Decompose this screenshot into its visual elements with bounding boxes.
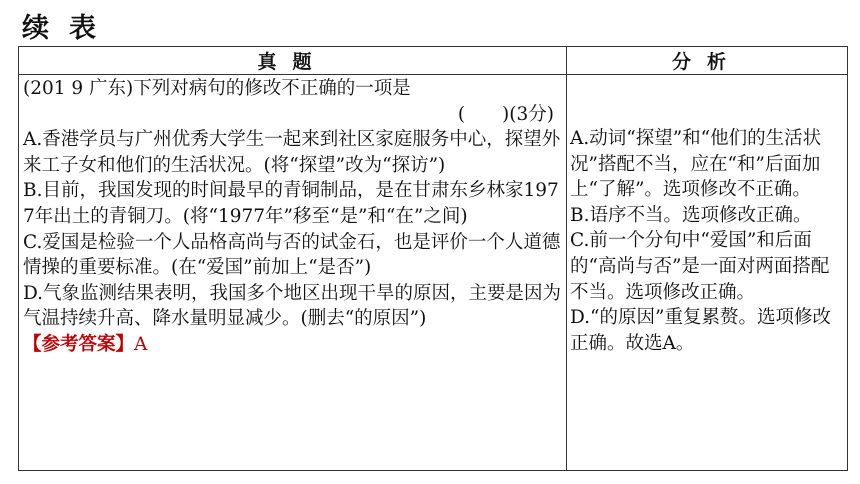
question-cell — [19, 75, 567, 471]
option-d: D.气象监测结果表明，我国多个地区出现干旱的原因，主要是因为气温持续升高、降水量明显减少。(删去“的原因”) — [23, 282, 562, 330]
question-marks: ( )(3分) — [457, 103, 554, 125]
analysis-b: B.语序不当。选项修改正确。 — [570, 204, 812, 226]
option-a: A.香港学员与广州优秀大学生一起来到社区家庭服务中心，探望外来工子女和他们的生活状况。(将“探望”改为“探访”) — [23, 129, 561, 176]
analysis-d: D.“的原因”重复累赘。选项修改正确。故选A。 — [570, 307, 831, 354]
page-title: 续表 — [22, 13, 116, 44]
analysis-c: C.前一个分句中“爱国”和后面的“高尚与否”是一面对两面搭配不当。选项修改正确。 — [570, 230, 830, 303]
table-header-row — [19, 47, 848, 75]
answer-value: A — [134, 333, 148, 355]
option-b: B.目前，我国发现的时间最早的青铜制品，是在甘肃东乡林家1977年出土的青铜刀。(将“1977年”移至“是”和“在”之间) — [23, 180, 559, 227]
table-row — [19, 75, 848, 471]
analysis-a: A.动词“探望”和“他们的生活状况”搭配不当，应在“和”后面加上“了解”。选项修改不正确。 — [570, 128, 822, 201]
answer-label: 【参考答案】 — [23, 333, 135, 355]
option-c: C.爱国是检验一个人品格高尚与否的试金石，也是评价一个人道德情操的重要标准。(在“爱国”前加上“是否”) — [23, 231, 561, 279]
question-analysis-table — [18, 46, 848, 471]
header-question: 真题 — [19, 47, 567, 75]
question-stem: (201 9 广东)下列对病句的修改不正确的一项是 — [23, 78, 411, 99]
header-analysis: 分析 — [567, 47, 848, 75]
analysis-cell — [567, 75, 848, 471]
answer — [23, 332, 564, 358]
